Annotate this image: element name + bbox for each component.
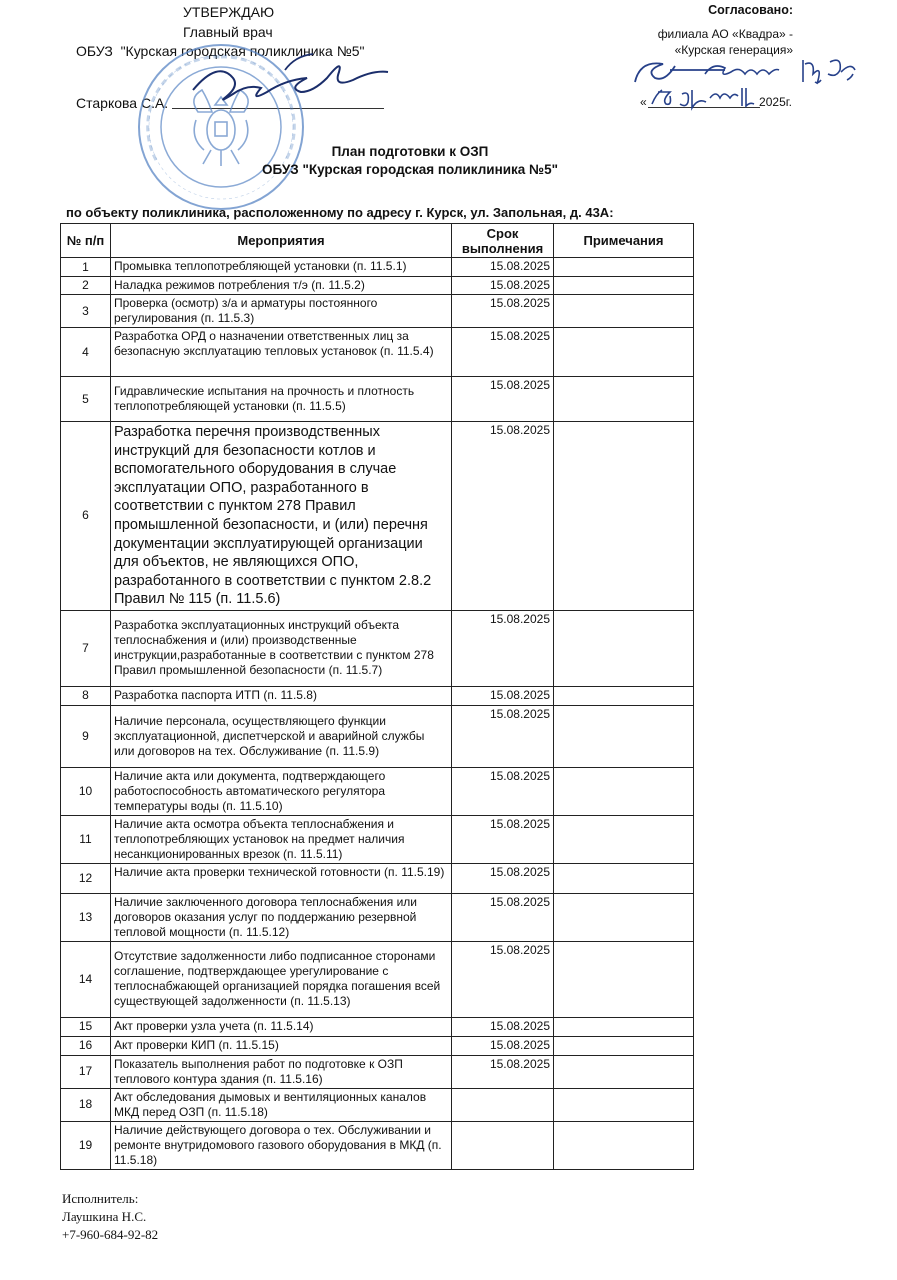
date-year: 2025г.	[759, 95, 792, 109]
row-note	[554, 863, 694, 893]
row-deadline: 15.08.2025	[452, 422, 554, 611]
row-deadline	[452, 1088, 554, 1121]
header-deadline: Срок выполнения	[452, 224, 554, 258]
row-activity: Акт проверки КИП (п. 11.5.15)	[111, 1036, 452, 1055]
row-note	[554, 295, 694, 328]
approver-name: Старкова С.А.	[76, 95, 169, 111]
row-number: 10	[61, 767, 111, 815]
document-title: План подготовки к ОЗП	[331, 144, 489, 159]
table-row	[61, 705, 694, 767]
table-row	[61, 767, 694, 815]
row-number: 8	[61, 686, 111, 705]
row-number: 16	[61, 1036, 111, 1055]
row-activity: Акт проверки узла учета (п. 11.5.14)	[111, 1017, 452, 1036]
row-note	[554, 610, 694, 686]
row-deadline: 15.08.2025	[452, 686, 554, 705]
row-note	[554, 422, 694, 611]
row-deadline: 15.08.2025	[452, 705, 554, 767]
table-row	[61, 1017, 694, 1036]
agreement-org-line2: «Курская генерация»	[674, 43, 793, 57]
table-row	[61, 941, 694, 1017]
row-deadline: 15.08.2025	[452, 610, 554, 686]
row-note	[554, 941, 694, 1017]
agreement-org-line1: филиала АО «Квадра» -	[657, 27, 793, 41]
date-open-quote: «	[640, 95, 647, 109]
row-note	[554, 1088, 694, 1121]
table-row	[61, 1121, 694, 1169]
row-number: 12	[61, 863, 111, 893]
row-deadline: 15.08.2025	[452, 1036, 554, 1055]
row-number: 2	[61, 277, 111, 295]
row-number: 7	[61, 610, 111, 686]
approver-organization: ОБУЗ "Курская городская поликлиника №5"	[76, 43, 365, 59]
row-activity: Разработка эксплуатационных инструкций объекта теплоснабжения и (или) производственные инструкции,разработанные в соответствии с пунктом 278 Правил промышленной безопасности (п. 11.5.7)	[111, 610, 452, 686]
row-activity: Показатель выполнения работ по подготовке к ОЗП теплового контура здания (п. 11.5.16)	[111, 1055, 452, 1088]
row-note	[554, 705, 694, 767]
row-note	[554, 258, 694, 277]
row-note	[554, 686, 694, 705]
row-number: 11	[61, 815, 111, 863]
row-note	[554, 893, 694, 941]
table-row	[61, 377, 694, 422]
table-row	[61, 863, 694, 893]
row-note	[554, 277, 694, 295]
row-activity: Наличие действующего договора о тех. Обслуживании и ремонте внутридомового газового оборудования в МКД (п. 11.5.18)	[111, 1121, 452, 1169]
row-note	[554, 328, 694, 377]
executor-phone: +7-960-684-92-82	[62, 1227, 159, 1242]
row-deadline: 15.08.2025	[452, 1055, 554, 1088]
row-note	[554, 767, 694, 815]
row-deadline: 15.08.2025	[452, 863, 554, 893]
row-deadline: 15.08.2025	[452, 328, 554, 377]
row-number: 18	[61, 1088, 111, 1121]
header-activities: Мероприятия	[111, 224, 452, 258]
table-row	[61, 1055, 694, 1088]
row-deadline: 15.08.2025	[452, 377, 554, 422]
director-signature	[175, 50, 390, 112]
row-activity: Наладка режимов потребления т/э (п. 11.5.2)	[111, 277, 452, 295]
agreement-heading: Согласовано:	[708, 3, 793, 17]
table-row	[61, 258, 694, 277]
document-organization: ОБУЗ "Курская городская поликлиника №5"	[261, 162, 559, 177]
row-deadline: 15.08.2025	[452, 815, 554, 863]
row-activity: Промывка теплопотребляющей установки (п. 11.5.1)	[111, 258, 452, 277]
row-activity: Отсутствие задолженности либо подписанное сторонами соглашение, подтверждающее урегулирование с теплоснабжающей организацией порядка погашения всей существующей задолженности (п. 11.5.13)	[111, 941, 452, 1017]
row-deadline: 15.08.2025	[452, 258, 554, 277]
row-activity: Наличие акта осмотра объекта теплоснабжения и теплопотребляющих установок на предмет наличия несанкционированных врезок (п. 11.5.11)	[111, 815, 452, 863]
table-row	[61, 277, 694, 295]
table-row	[61, 328, 694, 377]
row-deadline: 15.08.2025	[452, 277, 554, 295]
row-activity: Разработка паспорта ИТП (п. 11.5.8)	[111, 686, 452, 705]
row-note	[554, 1036, 694, 1055]
row-activity: Наличие заключенного договора теплоснабжения или договоров оказания услуг по поддержанию резервной тепловой мощности (п. 11.5.12)	[111, 893, 452, 941]
table-row	[61, 295, 694, 328]
row-number: 19	[61, 1121, 111, 1169]
row-number: 5	[61, 377, 111, 422]
header-number: № п/п	[61, 224, 111, 258]
table-row	[61, 1088, 694, 1121]
row-number: 15	[61, 1017, 111, 1036]
row-note	[554, 1055, 694, 1088]
table-row	[61, 1036, 694, 1055]
row-note	[554, 1017, 694, 1036]
address-line: по объекту поликлиника, расположенному по адресу г. Курск, ул. Запольная, д. 43А:	[66, 205, 614, 220]
row-deadline: 15.08.2025	[452, 1017, 554, 1036]
row-activity: Разработка ОРД о назначении ответственных лиц за безопасную эксплуатацию тепловых установок (п. 11.5.4)	[111, 328, 452, 377]
row-number: 14	[61, 941, 111, 1017]
row-note	[554, 815, 694, 863]
table-row	[61, 893, 694, 941]
row-activity: Наличие акта проверки технической готовности (п. 11.5.19)	[111, 863, 452, 893]
row-note	[554, 377, 694, 422]
table-header-row	[61, 224, 694, 258]
handwritten-date	[646, 82, 758, 112]
row-number: 6	[61, 422, 111, 611]
row-number: 17	[61, 1055, 111, 1088]
table-row	[61, 610, 694, 686]
table-row	[61, 686, 694, 705]
row-deadline: 15.08.2025	[452, 941, 554, 1017]
executor-name: Лаушкина Н.С.	[62, 1209, 147, 1224]
table-row	[61, 815, 694, 863]
row-activity: Гидравлические испытания на прочность и плотность теплопотребляющей установки (п. 11.5.5)	[111, 377, 452, 422]
executor-block	[62, 1190, 158, 1244]
row-activity: Наличие персонала, осуществляющего функции эксплуатационной, диспетчерской и аварийной службы или договоров на тех. Обслуживание (п. 11.5.9)	[111, 705, 452, 767]
row-activity: Проверка (осмотр) з/а и арматуры постоянного регулирования (п. 11.5.3)	[111, 295, 452, 328]
row-number: 3	[61, 295, 111, 328]
row-number: 4	[61, 328, 111, 377]
row-activity: Разработка перечня производственных инструкций для безопасности котлов и вспомогательного оборудования в случае эксплуатации ОПО, разработанного в соответствии с пунктом 278 Правил промышленной безопасности, и (или) перечня документации эксплуатирующей организации для объектов, не являющихся ОПО, разработанного в соответствии с пунктом 2.8.2 Правил № 115 (п. 11.5.6)	[111, 422, 452, 611]
approver-position: Главный врач	[183, 24, 273, 40]
row-deadline	[452, 1121, 554, 1169]
row-activity: Акт обследования дымовых и вентиляционных каналов МКД перед ОЗП (п. 11.5.18)	[111, 1088, 452, 1121]
row-number: 13	[61, 893, 111, 941]
executor-label: Исполнитель:	[62, 1191, 139, 1206]
row-activity: Наличие акта или документа, подтверждающего работоспособность автоматического регулятора температуры воды (п. 11.5.10)	[111, 767, 452, 815]
header-notes: Примечания	[554, 224, 694, 258]
row-number: 1	[61, 258, 111, 277]
row-deadline: 15.08.2025	[452, 893, 554, 941]
table-row	[61, 422, 694, 611]
row-deadline: 15.08.2025	[452, 295, 554, 328]
row-note	[554, 1121, 694, 1169]
row-number: 9	[61, 705, 111, 767]
approve-word: УТВЕРЖДАЮ	[183, 4, 275, 20]
row-deadline: 15.08.2025	[452, 767, 554, 815]
plan-table	[60, 223, 694, 1170]
